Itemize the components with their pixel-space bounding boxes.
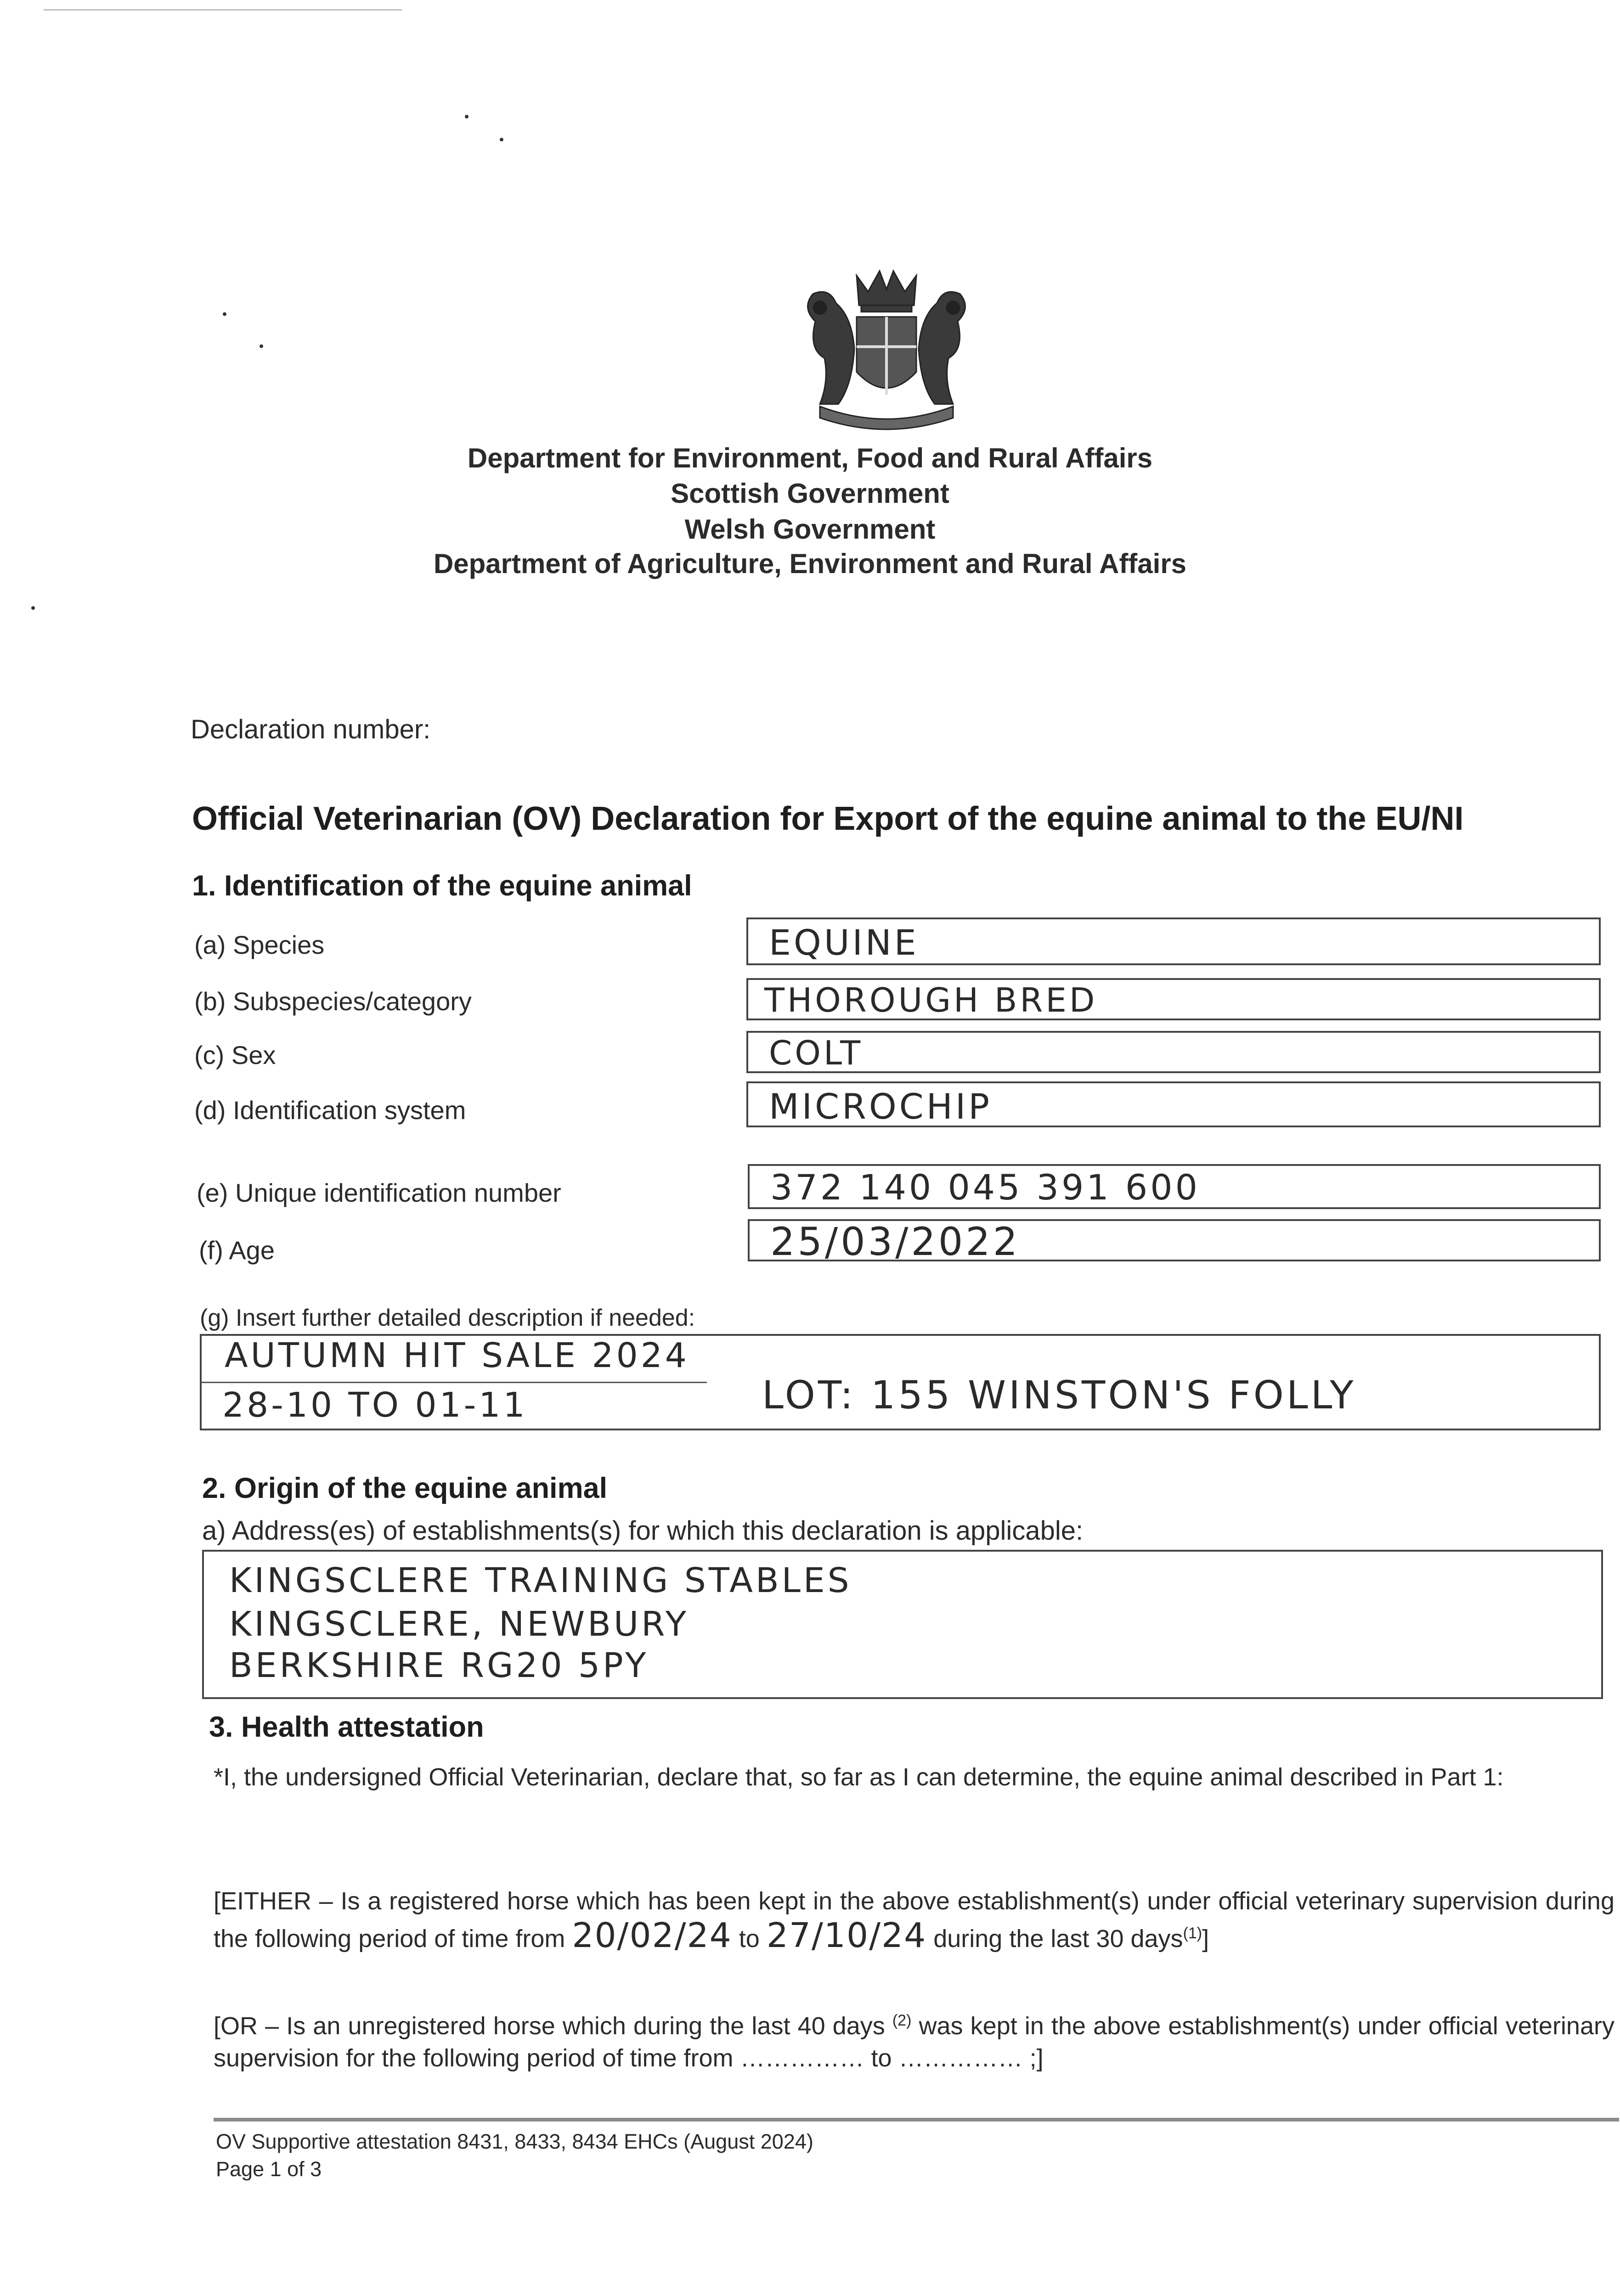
address-line-1: KINGSCLERE TRAINING STABLES [229,1561,852,1600]
or-text-a: [OR – Is an unregistered horse which during the last 40 days [214,2012,885,2040]
field-label-sex: (c) Sex [194,1041,276,1069]
footnote-1: (1) [1183,1925,1202,1942]
section-1-heading: 1. Identification of the equine animal [192,870,692,902]
either-close: ] [1202,1925,1209,1953]
footnote-2: (2) [892,2012,912,2029]
footer-rule [214,2118,1619,2122]
further-description-line-1: AUTUMN HIT SALE 2024 [225,1336,689,1375]
subspecies-field [746,978,1601,1020]
field-label-unique-id: (e) Unique identification number [197,1178,561,1207]
scan-speck [260,344,263,348]
department-line: Scottish Government [671,478,949,509]
further-description-field [200,1334,1601,1430]
form-title: Official Veterinarian (OV) Declaration for Export of the equine animal to the EU/NI [192,800,1464,837]
department-line: Department of Agriculture, Environment and Rural Affairs [433,548,1187,579]
scan-speck [465,115,469,118]
address-line-3: BERKSHIRE RG20 5PY [229,1646,649,1685]
scan-edge-line [44,9,402,11]
identification-system-value: MICROCHIP [769,1086,993,1127]
address-field [202,1550,1603,1699]
species-field [746,917,1601,965]
field-label-species: (a) Species [194,930,325,959]
lot-description: LOT: 155 WINSTON'S FOLLY [762,1373,1356,1418]
unique-id-value: 372 140 045 391 600 [770,1167,1200,1208]
field-label-identification-system: (d) Identification system [194,1096,466,1125]
sex-value: COLT [769,1034,864,1072]
address-label: a) Address(es) of establishments(s) for which this declaration is applicable: [202,1516,1084,1546]
scan-speck [223,312,226,316]
age-value: 25/03/2022 [770,1219,1021,1264]
either-text-b: during the last 30 days [933,1925,1183,1953]
or-text-b: was kept in the above establishment(s) under official veterinary supervision for the following period of time from …………… to …………… ;] [214,2012,1614,2072]
either-clause [214,1885,1614,1955]
scan-speck [500,138,503,141]
unique-id-field [748,1164,1601,1209]
field-label-subspecies: (b) Subspecies/category [194,987,472,1016]
scan-speck [31,606,35,610]
identification-system-field [746,1081,1601,1127]
royal-coat-of-arms-icon [788,266,985,441]
further-description-line-2: 28-10 TO 01-11 [222,1385,528,1425]
department-line: Welsh Government [684,514,936,545]
field-label-age: (f) Age [199,1236,275,1265]
age-field [748,1219,1601,1264]
either-text-a: [EITHER – Is a registered horse which has been kept in the above establishment(s) under official veterinary supervision during the following period of time from [214,1887,1614,1953]
page-number: Page 1 of 3 [216,2157,322,2181]
section-3-heading: 3. Health attestation [209,1711,484,1743]
sex-field [746,1031,1601,1073]
either-from-date: 20/02/24 [572,1916,732,1955]
underline [202,1382,707,1383]
either-to-word: to [739,1925,760,1953]
species-value: EQUINE [769,922,919,963]
department-line: Department for Environment, Food and Rural Affairs [467,443,1153,473]
health-intro: *I, the undersigned Official Veterinarian, declare that, so far as I can determine, the equine animal described in Part 1: [214,1763,1504,1791]
either-to-date: 27/10/24 [766,1916,927,1955]
address-line-2: KINGSCLERE, NEWBURY [229,1604,689,1644]
footer-attestation: OV Supportive attestation 8431, 8433, 8434 EHCs (August 2024) [216,2130,813,2153]
declaration-number-label: Declaration number: [191,715,431,744]
further-description-label: (g) Insert further detailed description if needed: [200,1305,695,1331]
or-clause [214,2004,1614,2074]
subspecies-value: THOROUGH BRED [764,981,1098,1019]
section-2-heading: 2. Origin of the equine animal [202,1472,608,1504]
